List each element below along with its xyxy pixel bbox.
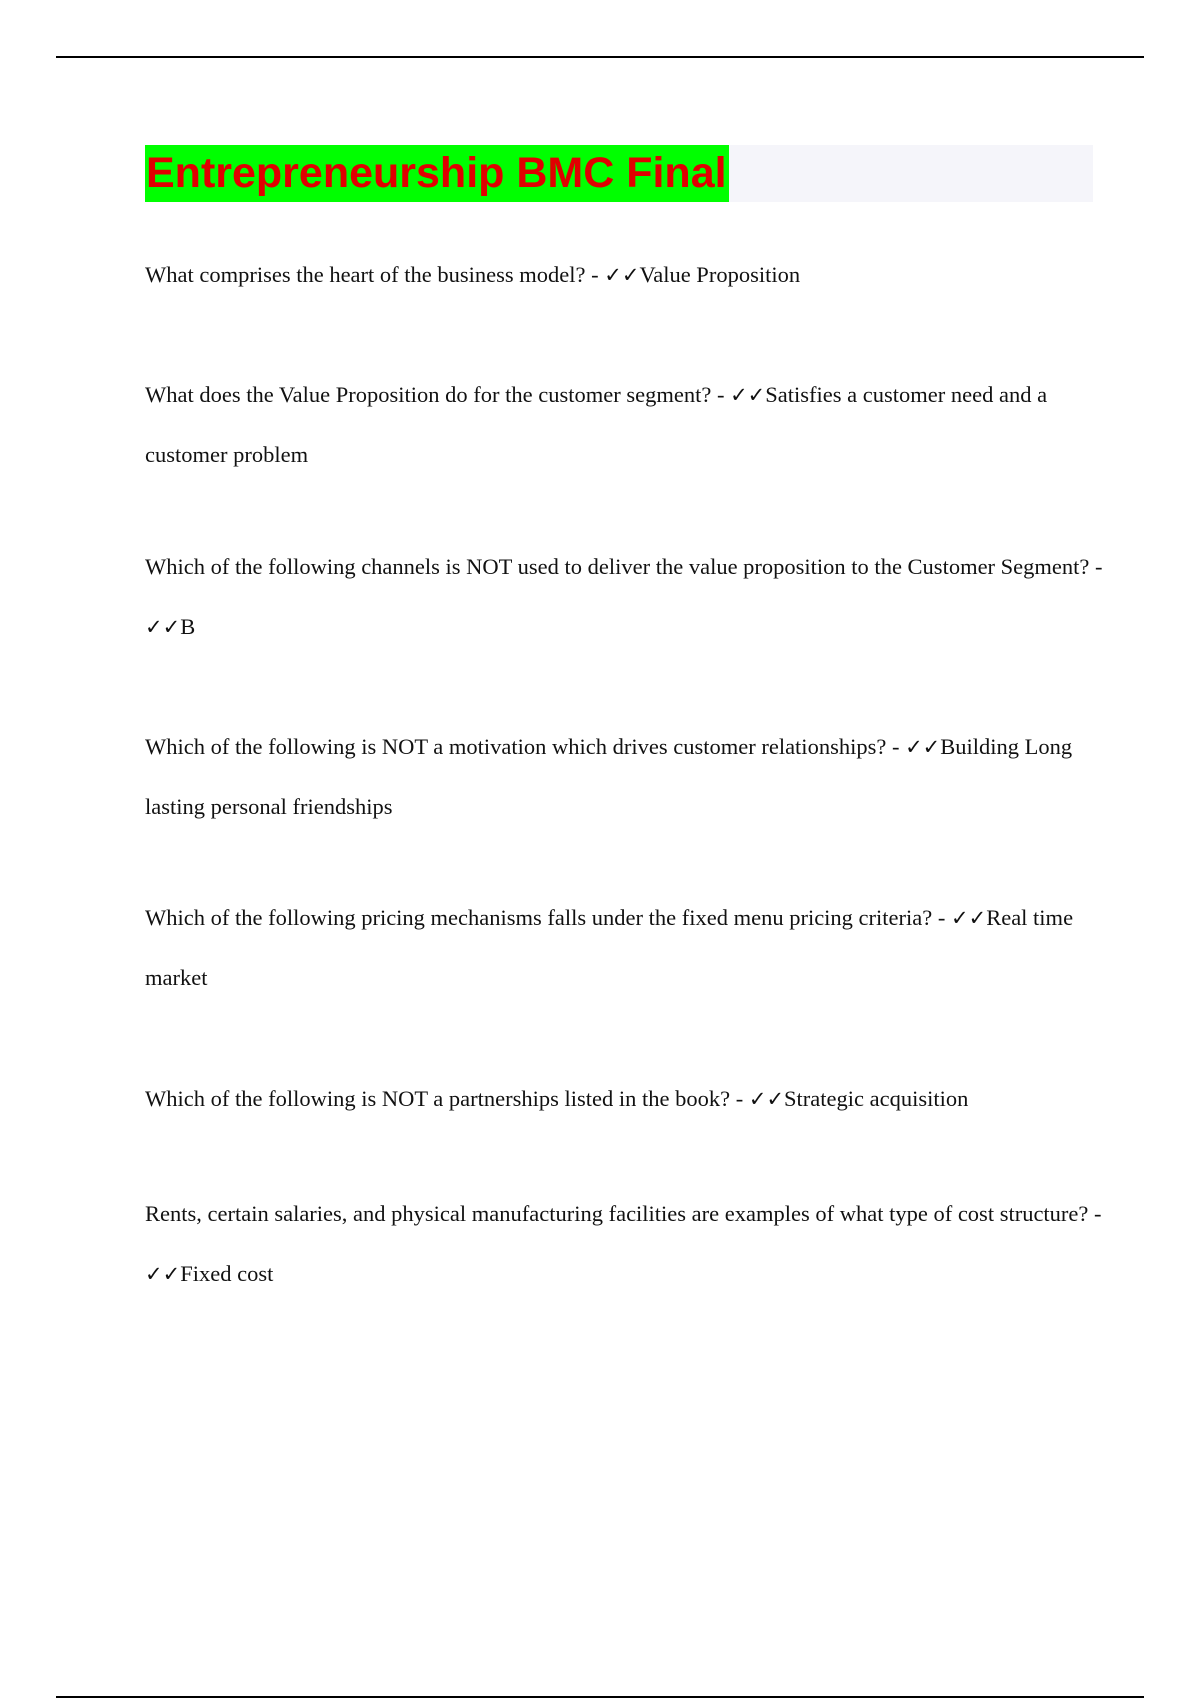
check-mark-icon: ✓✓: [905, 735, 941, 759]
answer-text: B: [180, 614, 196, 639]
question-text: Which of the following is NOT a partnerships listed in the book? -: [145, 1086, 749, 1111]
qa-item-5: [145, 888, 1105, 1008]
qa-item-4: [145, 717, 1105, 837]
qa-item-6: [145, 1069, 1105, 1129]
question-text: Which of the following pricing mechanisms falls under the fixed menu pricing criteria? -: [145, 905, 951, 930]
answer-text: Satisfies a customer need and a customer problem: [145, 382, 1048, 467]
document-title: Entrepreneurship BMC Final: [145, 145, 729, 202]
check-mark-icon: ✓✓: [145, 1262, 181, 1286]
check-mark-icon: ✓✓: [748, 1087, 785, 1111]
check-mark-icon: ✓✓: [951, 906, 987, 930]
answer-text: Strategic acquisition: [784, 1086, 969, 1111]
answer-text: Value Proposition: [639, 262, 801, 287]
question-text: Rents, certain salaries, and physical manufacturing facilities are examples of what type of cost structure? -: [145, 1201, 1102, 1226]
question-text: Which of the following channels is NOT used to deliver the value proposition to the Customer Segment? -: [145, 554, 1103, 579]
answer-text: Real time market: [145, 905, 1074, 990]
answer-text: Building Long lasting personal friendships: [145, 734, 1073, 819]
qa-item-7: [145, 1184, 1105, 1304]
check-mark-icon: ✓✓: [604, 263, 640, 287]
footer-rule: [56, 1696, 1144, 1698]
qa-item-2: [145, 365, 1105, 485]
check-mark-icon: ✓✓: [730, 383, 766, 407]
question-text: Which of the following is NOT a motivation which drives customer relationships? -: [145, 734, 906, 759]
header-rule: [56, 56, 1144, 58]
check-mark-icon: ✓✓: [145, 615, 181, 639]
question-text: What comprises the heart of the business model? -: [145, 262, 605, 287]
qa-item-1: [145, 245, 1105, 305]
answer-text: Fixed cost: [180, 1261, 274, 1286]
question-text: What does the Value Proposition do for the customer segment? -: [145, 382, 731, 407]
qa-item-3: [145, 537, 1105, 657]
